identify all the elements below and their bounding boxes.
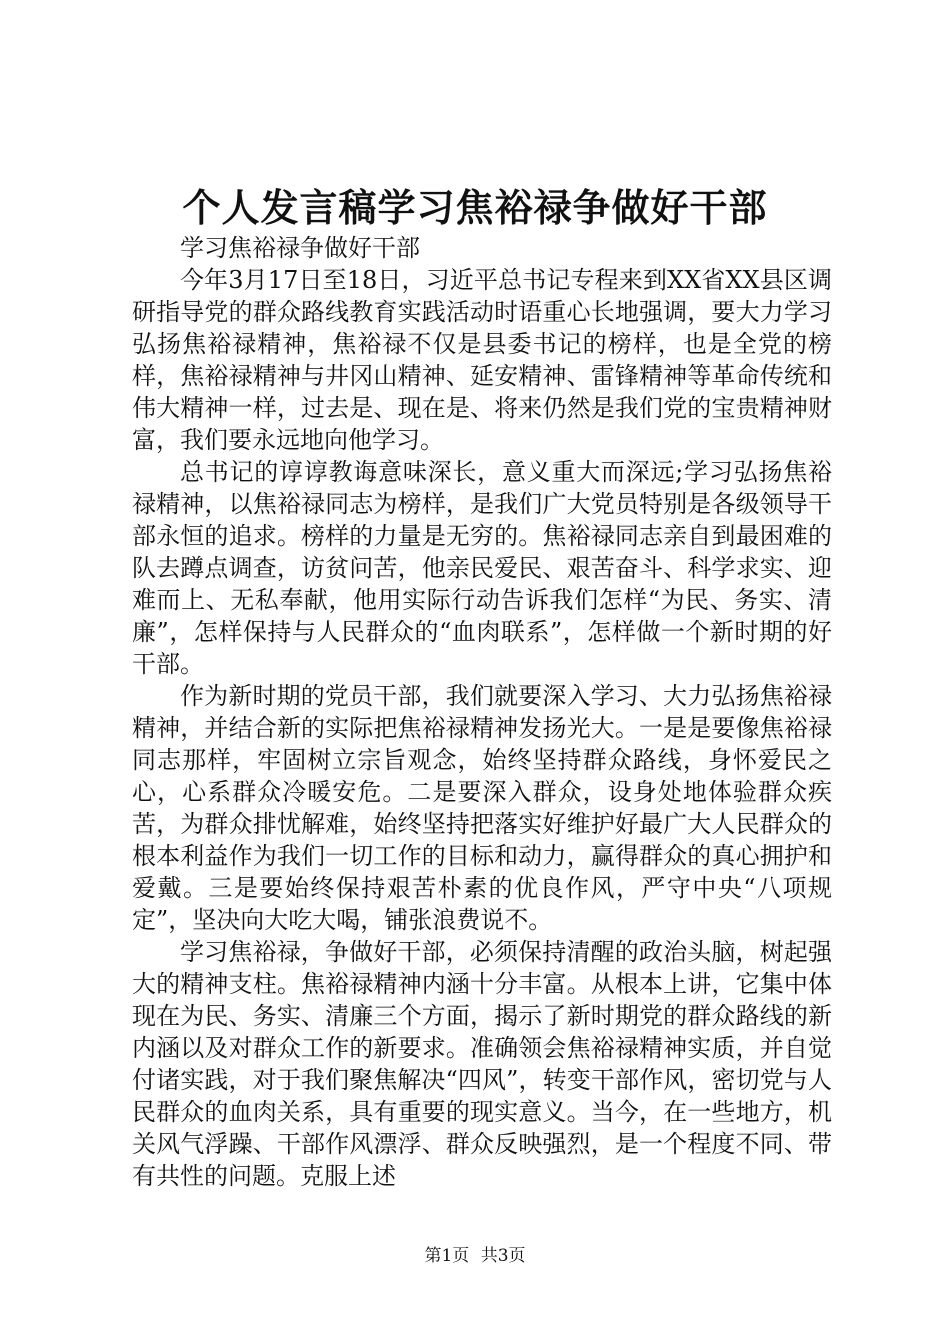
page-number: 第1页: [424, 1246, 470, 1266]
page-footer: [0, 1244, 950, 1268]
paragraph-subtitle: 学习焦裕禄争做好干部: [180, 234, 420, 262]
document-body: [132, 232, 832, 1192]
paragraph: 作为新时期的党员干部，我们就要深入学习、大力弘扬焦裕禄精神，并结合新的实际把焦裕禄精神发扬光大。一是是要像焦裕禄同志那样，牢固树立宗旨观念，始终坚持群众路线，身怀爱民之心，心系群众冷暖安危。二是要深入群众，设身处地体验群众疾苦，为群众排忧解难，始终坚持把落实好维护好最广大人民群众的根本利益作为我们一切工作的目标和动力，赢得群众的真心拥护和爱戴。三是要始终保持艰苦朴素的优良作风，严守中央“八项规定”，坚决向大吃大喝，铺张浪费说不。: [132, 682, 832, 934]
page-total: 共3页: [480, 1246, 526, 1266]
paragraph: 学习焦裕禄，争做好干部，必须保持清醒的政治头脑，树起强大的精神支柱。焦裕禄精神内涵十分丰富。从根本上讲，它集中体现在为民、务实、清廉三个方面，揭示了新时期党的群众路线的新内涵以及对群众工作的新要求。准确领会焦裕禄精神实质，并自觉付诸实践，对于我们聚焦解决“四风”，转变干部作风，密切党与人民群众的血肉关系，具有重要的现实意义。当今，在一些地方，机关风气浮躁、干部作风漂浮、群众反映强烈，是一个程度不同、带有共性的问题。克服上述: [132, 938, 832, 1190]
document-title: 个人发言稿学习焦裕禄争做好干部: [182, 185, 768, 230]
paragraph: 今年3月17日至18日，习近平总书记专程来到XX省XX县区调研指导党的群众路线教育实践活动时语重心长地强调，要大力学习弘扬焦裕禄精神，焦裕禄不仅是县委书记的榜样，也是全党的榜样，焦裕禄精神与井冈山精神、延安精神、雷锋精神等革命传统和伟大精神一样，过去是、现在是、将来仍然是我们党的宝贵精神财富，我们要永远地向他学习。: [132, 266, 832, 454]
paragraph: 总书记的谆谆教诲意味深长，意义重大而深远;学习弘扬焦裕禄精神，以焦裕禄同志为榜样，是我们广大党员特别是各级领导干部永恒的追求。榜样的力量是无穷的。焦裕禄同志亲自到最困难的队去蹲点调查，访贫问苦，他亲民爱民、艰苦奋斗、科学求实、迎难而上、无私奉献，他用实际行动告诉我们怎样“为民、务实、清廉”，怎样保持与人民群众的“血肉联系”，怎样做一个新时期的好干部。: [132, 458, 832, 678]
